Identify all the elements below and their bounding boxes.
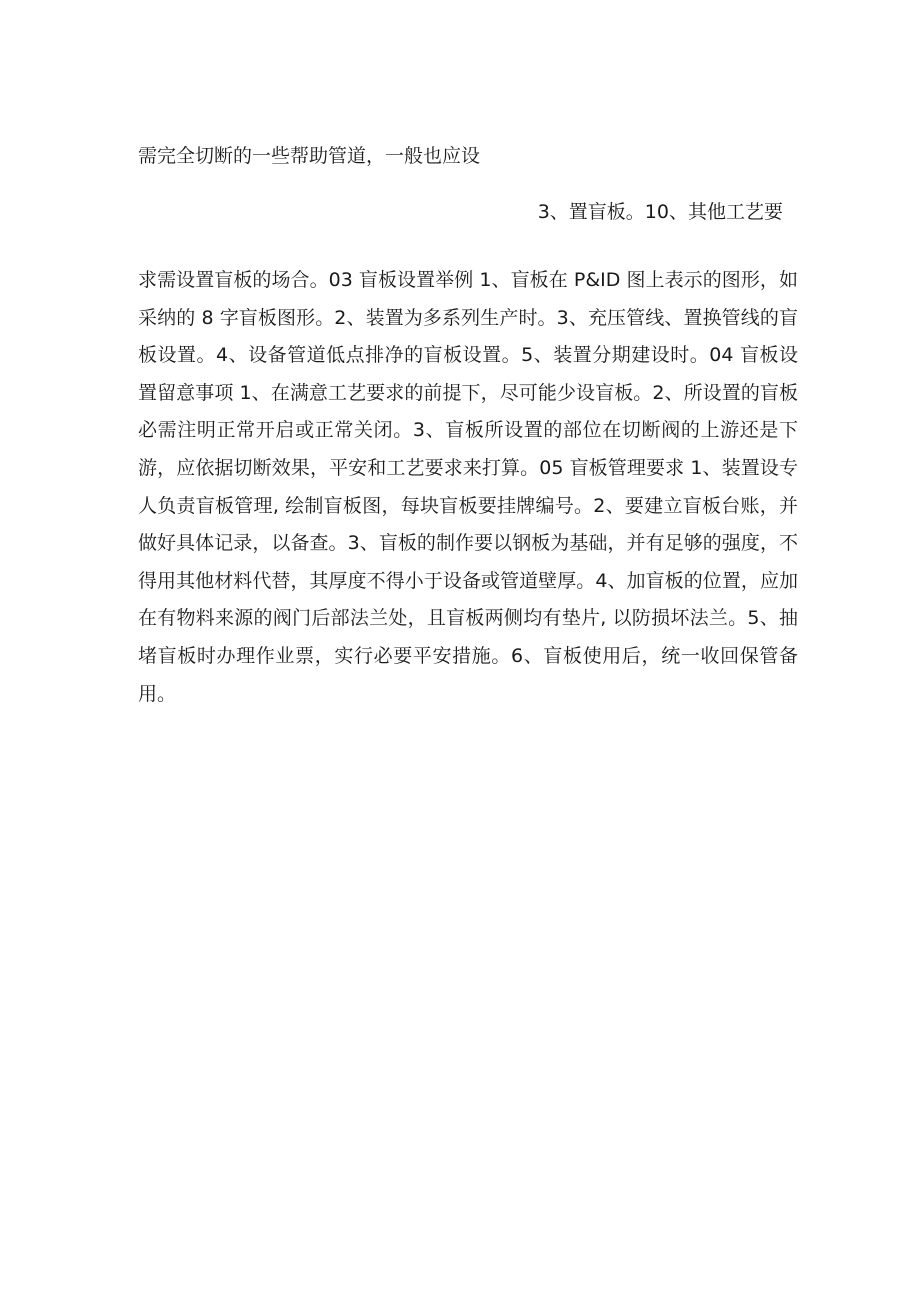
text-line-2: 3、置盲板。10、其他工艺要 [537, 201, 783, 223]
text-line-1: 需完全切断的一些帮助管道，一般也应设 [138, 145, 481, 167]
body-paragraph: 求需设置盲板的场合。03 盲板设置举例 1、盲板在 P&ID 图上表示的图形，如采纳的 8 字盲板图形。2、装置为多系列生产时。3、充压管线、置换管线的盲板设置。4、设备管道低点排净的盲板设置。5、装置分期建设时。04 盲板设置留意事项 1、在满意工艺要求的前提下，尽可能少设盲板。2、所设置的盲板必需注明正常开启或正常关闭。3、盲板所设置的部位在切断阀的上游还是下游，应依据切断效果，平安和工艺要求来打算。05 盲板管理要求 1、装置设专人负责盲板管理, 绘制盲板图，每块盲板要挂牌编号。2、要建立盲板台账，并做好具体记录，以备查。3、盲板的制作要以钢板为基础，并有足够的强度，不得用其他材料代替，其厚度不得小于设备或管道壁厚。4、加盲板的位置，应加在有物料来源的阀门后部法兰处，且盲板两侧均有垫片, 以防损坏法兰。5、抽堵盲板时办理作业票，实行必要平安措施。6、盲板使用后，统一收回保管备用。 [138, 269, 798, 705]
